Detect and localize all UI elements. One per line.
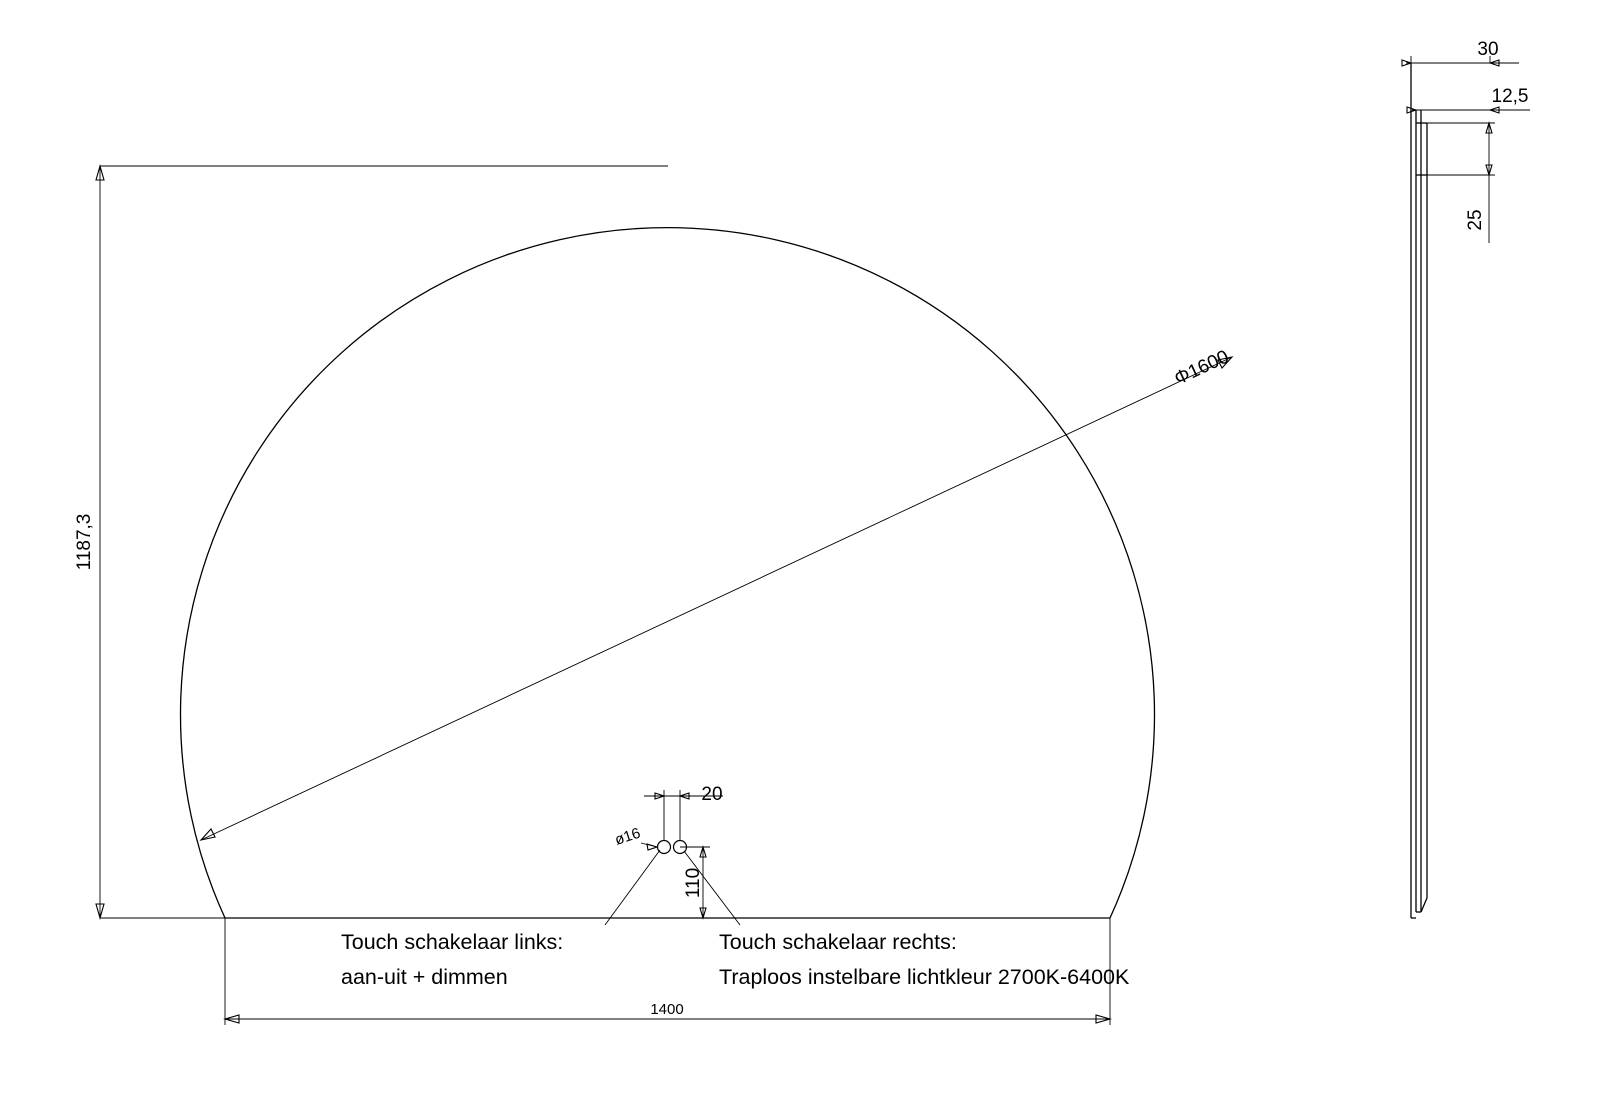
touch-switch-holes: [605, 784, 740, 925]
dimension-height: [74, 166, 668, 918]
note-right-line1: Touch schakelaar rechts:: [719, 930, 957, 954]
side-mid-thickness-label: 12,5: [1491, 86, 1529, 107]
note-left-line1: Touch schakelaar links:: [341, 930, 564, 954]
note-right-line2: Traploos instelbare lichtkleur 2700K-6400K: [719, 965, 1130, 989]
note-left-line2: aan-uit + dimmen: [341, 965, 508, 989]
dimension-diameter: [201, 346, 1232, 840]
side-total-thickness-label: 30: [1477, 39, 1499, 60]
width-dimension-label: 1400: [650, 1001, 684, 1018]
height-dimension-label: 1187,3: [74, 513, 95, 571]
side-detail-height-label: 25: [1465, 209, 1486, 231]
hole-spacing-label: 20: [701, 784, 723, 805]
hole-height-label: 110: [683, 867, 704, 899]
diameter-label: Φ1600: [1171, 346, 1233, 390]
touch-switch-left-hole: [658, 841, 671, 854]
mirror-outline-group: [181, 228, 1155, 918]
hole-diameter-label: ø16: [612, 824, 643, 849]
annotation-notes: [341, 930, 1130, 989]
side-view-group: [1402, 39, 1530, 918]
